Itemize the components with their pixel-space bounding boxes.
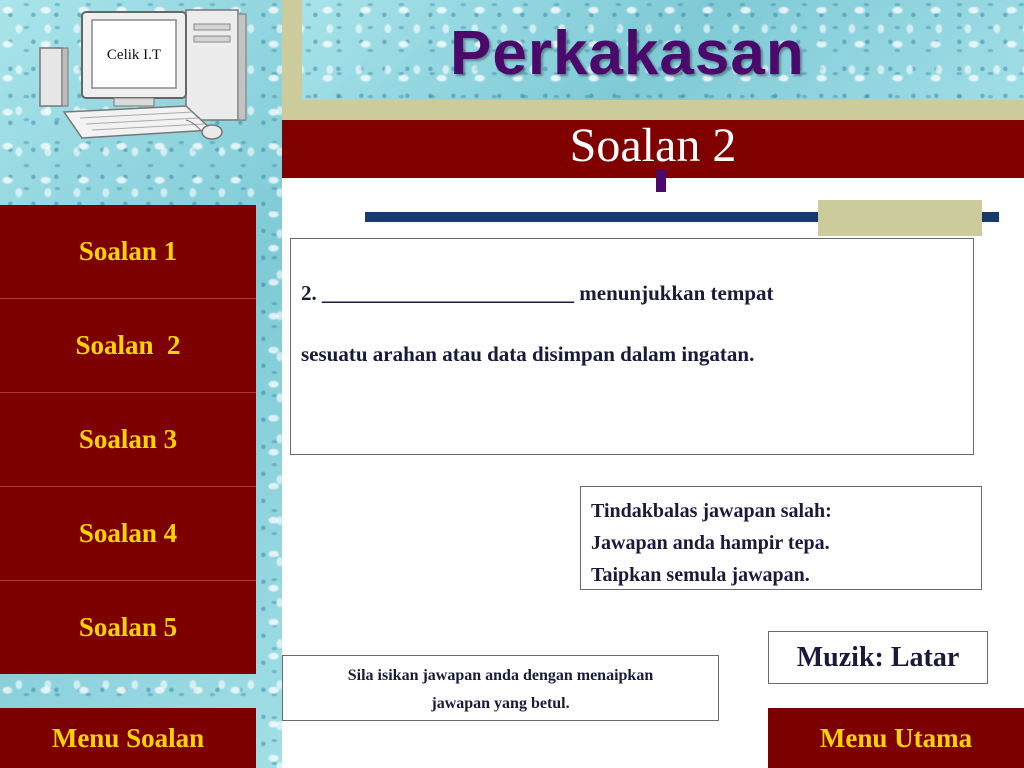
question-text-line-2: sesuatu arahan atau data disimpan dalam ingatan. — [301, 342, 755, 366]
instruction-line-2: jawapan yang betul. — [431, 695, 570, 712]
instruction-box — [282, 655, 719, 721]
feedback-line-2: Jawapan anda hampir tepa. — [591, 532, 830, 554]
computer-icon — [36, 4, 256, 150]
menu-utama-button[interactable]: Menu Utama — [768, 708, 1024, 768]
question-text-line-1: 2. ________________________ menunjukkan tempat — [301, 281, 774, 305]
sidebar-item-soalan-5[interactable]: Soalan 5 — [0, 581, 256, 674]
music-button[interactable] — [768, 631, 988, 684]
feedback-line-3: Taipkan semula jawapan. — [591, 564, 810, 586]
question-box — [290, 238, 974, 455]
question-sidebar — [0, 205, 256, 674]
sidebar-item-soalan-2[interactable]: Soalan 2 — [0, 299, 256, 393]
feedback-line-1: Tindakbalas jawapan salah: — [591, 500, 832, 522]
beige-accent-box — [818, 200, 982, 236]
instruction-line-1: Sila isikan jawapan anda dengan menaipkan — [347, 667, 654, 684]
menu-soalan-button[interactable]: Menu Soalan — [0, 708, 256, 768]
logo-text: Celik I.T — [106, 47, 162, 63]
page-title: Soalan 2 — [569, 119, 737, 172]
sidebar-item-soalan-3[interactable]: Soalan 3 — [0, 393, 256, 487]
sidebar-item-soalan-1[interactable]: Soalan 1 — [0, 205, 256, 299]
feedback-box — [580, 486, 982, 590]
app-title: Perkakasan — [450, 19, 805, 88]
sidebar-item-soalan-4[interactable]: Soalan 4 — [0, 487, 256, 581]
music-label: Muzik: Latar — [796, 641, 960, 673]
